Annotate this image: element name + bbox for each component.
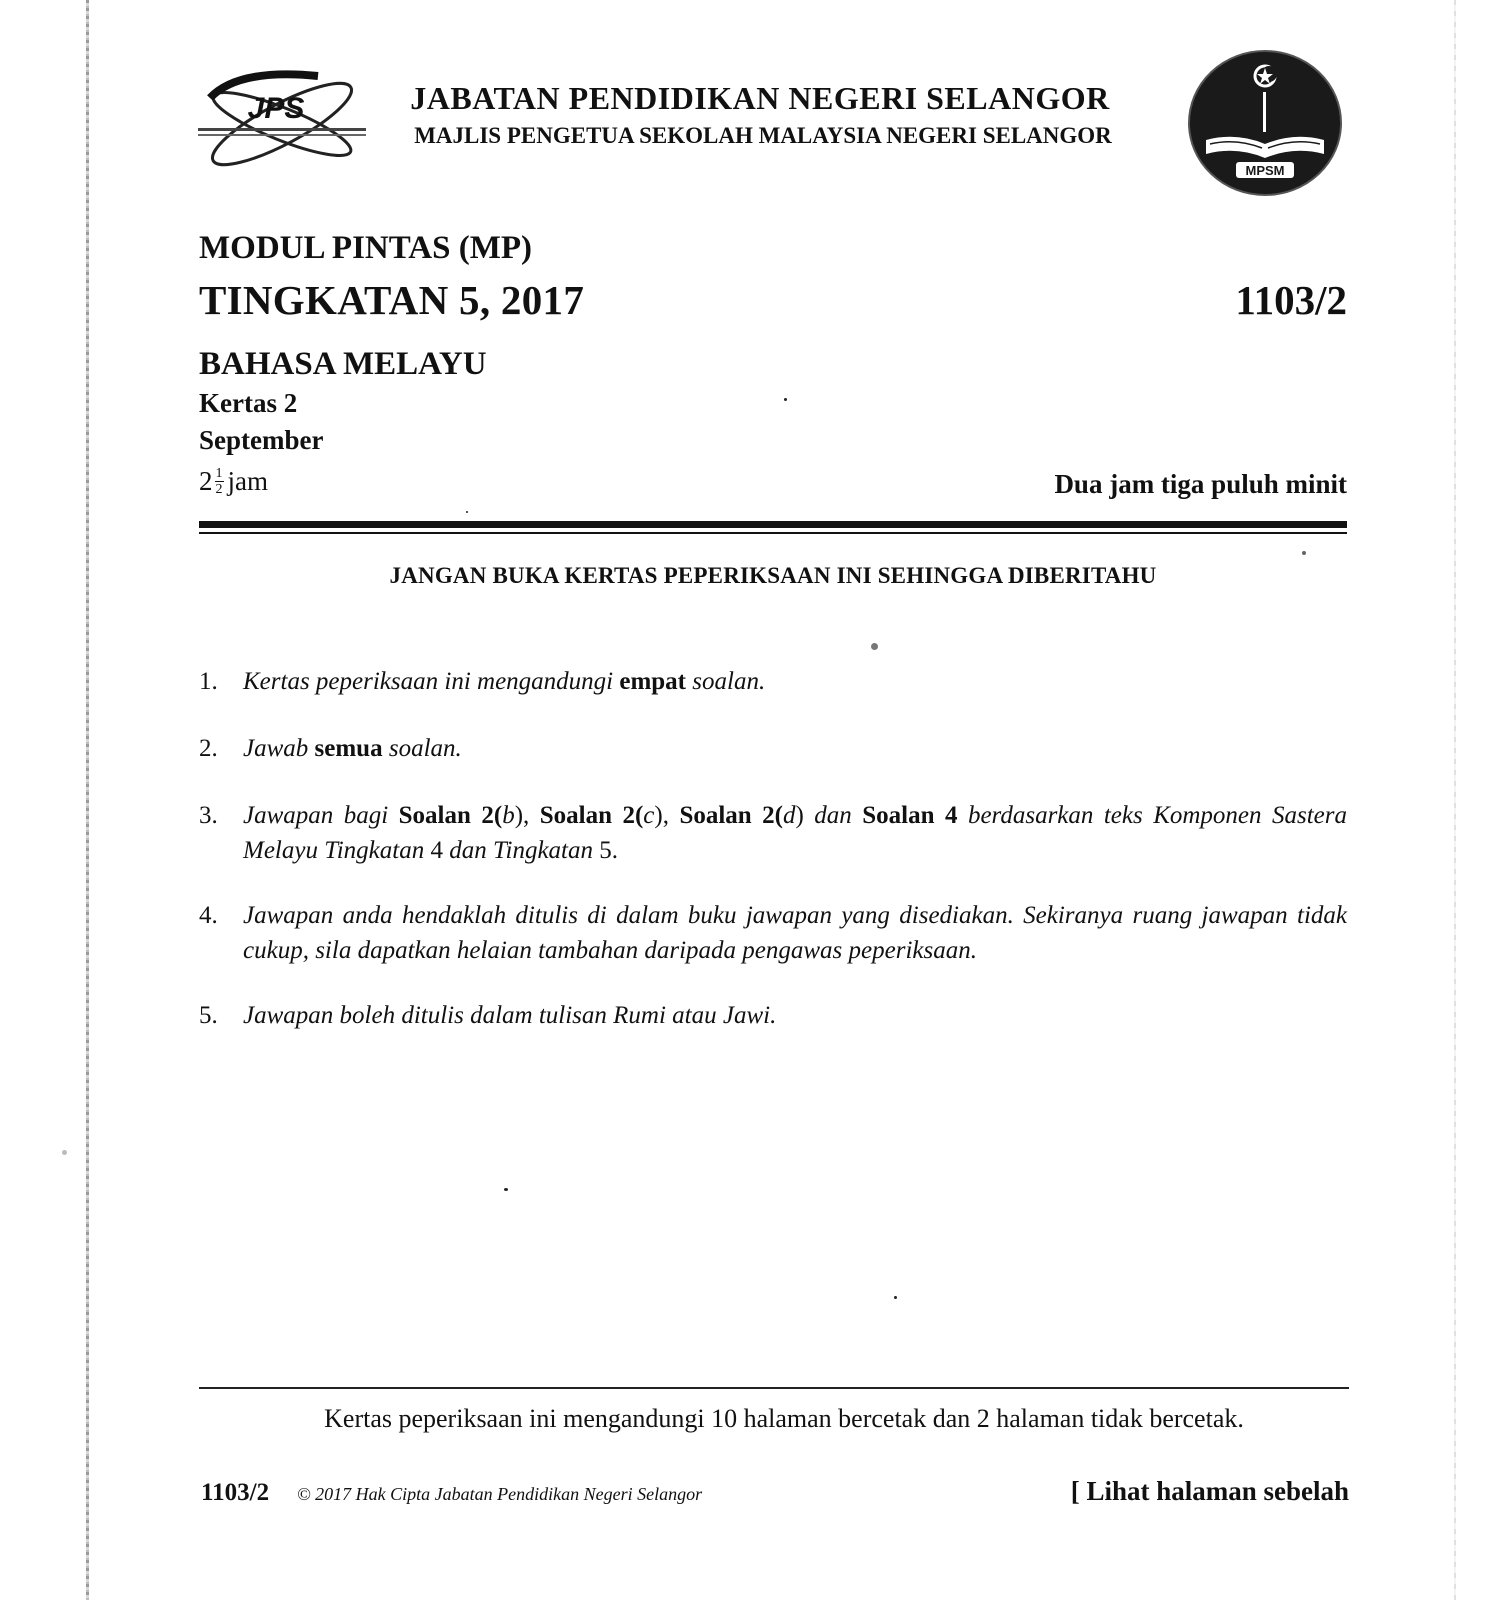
- svg-text:MPSM: MPSM: [1245, 163, 1285, 178]
- scan-speck: [62, 1150, 67, 1155]
- instruction-item: [199, 898, 1347, 968]
- do-not-open-warning: JANGAN BUKA KERTAS PEPERIKSAAN INI SEHINGGA DIBERITAHU: [389, 563, 1157, 588]
- form-year: TINGKATAN 5, 2017: [199, 277, 585, 323]
- subject-name: BAHASA MELAYU: [199, 346, 487, 382]
- instruction-item: [199, 798, 1347, 868]
- time-whole: 2: [199, 466, 213, 496]
- scan-speck: [894, 1296, 897, 1299]
- scan-speck: [1302, 551, 1306, 555]
- scan-edge-right: [1454, 0, 1456, 1600]
- page-count-note: Kertas peperiksaan ini mengandungi 10 halaman bercetak dan 2 halaman tidak bercetak.: [324, 1404, 1244, 1433]
- instruction-text: Jawapan bagi Soalan 2(b), Soalan 2(c), Soalan 2(d) dan Soalan 4 berdasarkan teks Komponen Sastera Melayu Tingkatan 4 dan Tingkatan 5.: [243, 802, 1347, 864]
- duration-words: Dua jam tiga puluh minit: [1054, 469, 1347, 499]
- time-fraction: [215, 466, 224, 497]
- instruction-text: Jawapan anda hendaklah ditulis di dalam buku jawapan yang disediakan. Sekiranya ruang jawapan tidak cukup, sila dapatkan helaian tambahan daripada pengawas peperiksaan.: [243, 902, 1347, 964]
- module-title: MODUL PINTAS (MP): [199, 230, 533, 266]
- mpsm-logo: [1186, 48, 1344, 198]
- instruction-number: 5.: [199, 1002, 218, 1029]
- instruction-text: Jawab semua soalan.: [243, 735, 462, 762]
- instruction-number: 4.: [199, 902, 218, 929]
- divider-thick: [199, 521, 1347, 528]
- instructions-list: [199, 664, 1347, 1033]
- fraction-numerator: 1: [215, 466, 223, 481]
- paper-code: 1103/2: [1235, 277, 1347, 323]
- header-text: [370, 80, 1170, 149]
- scan-speck: [504, 1188, 508, 1191]
- scan-speck: [784, 398, 787, 401]
- scan-edge-left: [86, 0, 89, 1600]
- instruction-item: [199, 998, 1347, 1033]
- exam-time: [199, 466, 268, 497]
- instruction-number: 1.: [199, 668, 218, 695]
- see-next-page: [ Lihat halaman sebelah: [1070, 1476, 1349, 1506]
- footer-paper-code: 1103/2: [201, 1479, 270, 1506]
- instruction-item: [199, 731, 1347, 766]
- jps-logo: [198, 58, 366, 190]
- time-unit: jam: [227, 466, 268, 496]
- footer-divider: [199, 1387, 1349, 1389]
- instruction-text: Jawapan boleh ditulis dalam tulisan Rumi atau Jawi.: [243, 1002, 777, 1029]
- instruction-item: [199, 664, 1347, 699]
- paper-number: Kertas 2: [199, 388, 298, 418]
- exam-month: September: [199, 425, 324, 455]
- svg-text:JPS: JPS: [247, 92, 305, 125]
- scan-speck: [466, 511, 468, 513]
- council-name: MAJLIS PENGETUA SEKOLAH MALAYSIA NEGERI SELANGOR: [414, 123, 1112, 148]
- instruction-text: Kertas peperiksaan ini mengandungi empat soalan.: [243, 668, 766, 695]
- divider-thin: [199, 532, 1347, 534]
- instruction-number: 3.: [199, 802, 218, 829]
- fraction-denominator: 2: [215, 482, 223, 497]
- department-name: JABATAN PENDIDIKAN NEGERI SELANGOR: [410, 80, 1110, 116]
- instruction-number: 2.: [199, 735, 218, 762]
- scan-speck: [871, 643, 878, 650]
- copyright-notice: © 2017 Hak Cipta Jabatan Pendidikan Negeri Selangor: [297, 1484, 703, 1504]
